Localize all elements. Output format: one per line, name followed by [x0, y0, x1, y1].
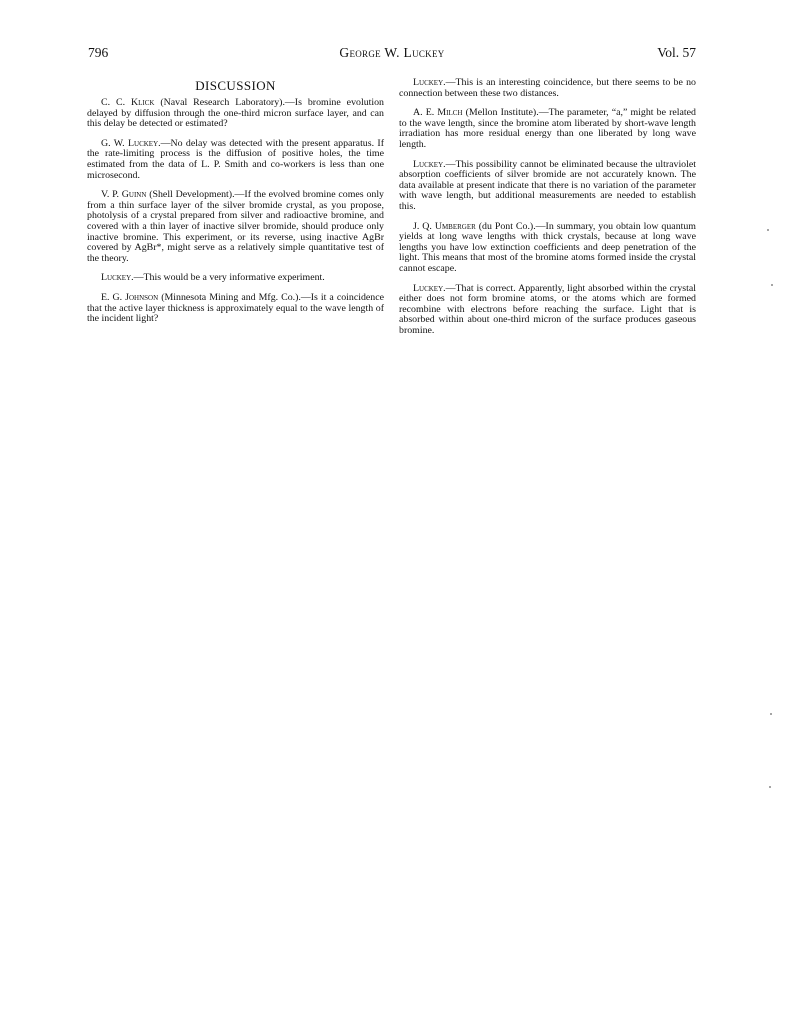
discussion-paragraph — [87, 293, 384, 325]
paragraph-text: (du Pont Co.).—In summary, you obtain low quantum yields at long wave lengths with thick crystals, because at long wave lengths you have low extinction coefficients and deep penetration of the light. This means that most of the bromine atoms formed inside the crystal cannot escape. — [399, 220, 696, 274]
speaker-name: Luckey — [413, 158, 444, 170]
paragraph-text: .—This possibility cannot be eliminated because the ultraviolet absorption coefficients of silver bromide are not accurately known. The data available at present indicate that there is no variation of the parameter with wave length, but additional measurements are needed to establish this. — [399, 158, 696, 212]
discussion-paragraph — [87, 190, 384, 264]
discussion-paragraph — [87, 273, 384, 284]
speaker-name: J. Q. Umberger — [413, 220, 476, 232]
speaker-name: Luckey — [101, 272, 132, 284]
scan-speck — [769, 786, 771, 788]
discussion-paragraph — [399, 160, 696, 213]
speaker-name: G. W. Luckey — [101, 137, 159, 149]
speaker-name: V. P. Guinn — [101, 189, 147, 201]
paragraph-text: (Minnesota Mining and Mfg. Co.).—Is it a coincidence that the active layer thickness is approximately equal to the wave length of the incident light? — [87, 291, 384, 325]
discussion-paragraph — [399, 78, 696, 99]
scan-speck — [771, 284, 773, 286]
speaker-name: Luckey — [413, 282, 444, 294]
paragraph-text: (Shell Development).—If the evolved bromine comes only from a thin surface layer of the silver bromide crystal, as you propose, photolysis of a crystal prepared from silver and radioactive bromine, and covered with a thin layer of inactive silver bromide, should produce only inactive bromine. This experiment, or its reverse, using inactive AgBr covered by AgBr*, might serve as a relatively simple quantitative test of the theory. — [87, 189, 384, 264]
discussion-paragraph — [87, 98, 384, 130]
volume-label: Vol. 57 — [657, 45, 696, 60]
section-title: DISCUSSION — [195, 78, 276, 93]
scan-speck — [767, 229, 769, 231]
speaker-name: E. G. Johnson — [101, 291, 159, 303]
discussion-paragraph — [399, 222, 696, 275]
scan-speck — [770, 713, 772, 715]
paragraph-text: .—This would be a very informative experiment. — [131, 272, 325, 284]
right-column — [399, 78, 696, 345]
speaker-name: Luckey — [413, 77, 444, 88]
discussion-paragraph — [399, 108, 696, 150]
left-column — [87, 78, 384, 334]
paragraph-text: .—No delay was detected with the present apparatus. If the rate-limiting process is the diffusion of positive holes, the time estimated from the data of L. P. Smith and co-workers is less than one microsecond. — [87, 137, 384, 181]
paragraph-text: .—This is an interesting coincidence, but there seems to be no connection between these two distances. — [399, 77, 696, 99]
page-number: 796 — [88, 45, 109, 60]
paragraph-text: (Mellon Institute).—The parameter, “a,” might be related to the wave length, since the bromine atom liberated by short-wave length irradiation has more residual energy than one liberated by long wave length. — [399, 107, 696, 150]
discussion-paragraph — [87, 139, 384, 181]
speaker-name: A. E. Milch — [413, 107, 463, 119]
paragraph-text: .—That is correct. Apparently, light absorbed within the crystal either does not form bromine atoms, or the atoms which are formed recombine with electrons before reaching the surface. Light that is absorbed within about one-third micron of the surface produces gaseous bromine. — [399, 282, 696, 336]
discussion-paragraph — [399, 284, 696, 337]
page-header — [88, 45, 696, 63]
speaker-name: C. C. Klick — [101, 97, 155, 108]
paragraph-text: (Naval Research Laboratory).—Is bromine evolution delayed by diffusion through the one-third micron surface layer, and can this delay be detected or estimated? — [87, 97, 384, 130]
running-title: George W. Luckey — [339, 45, 445, 60]
